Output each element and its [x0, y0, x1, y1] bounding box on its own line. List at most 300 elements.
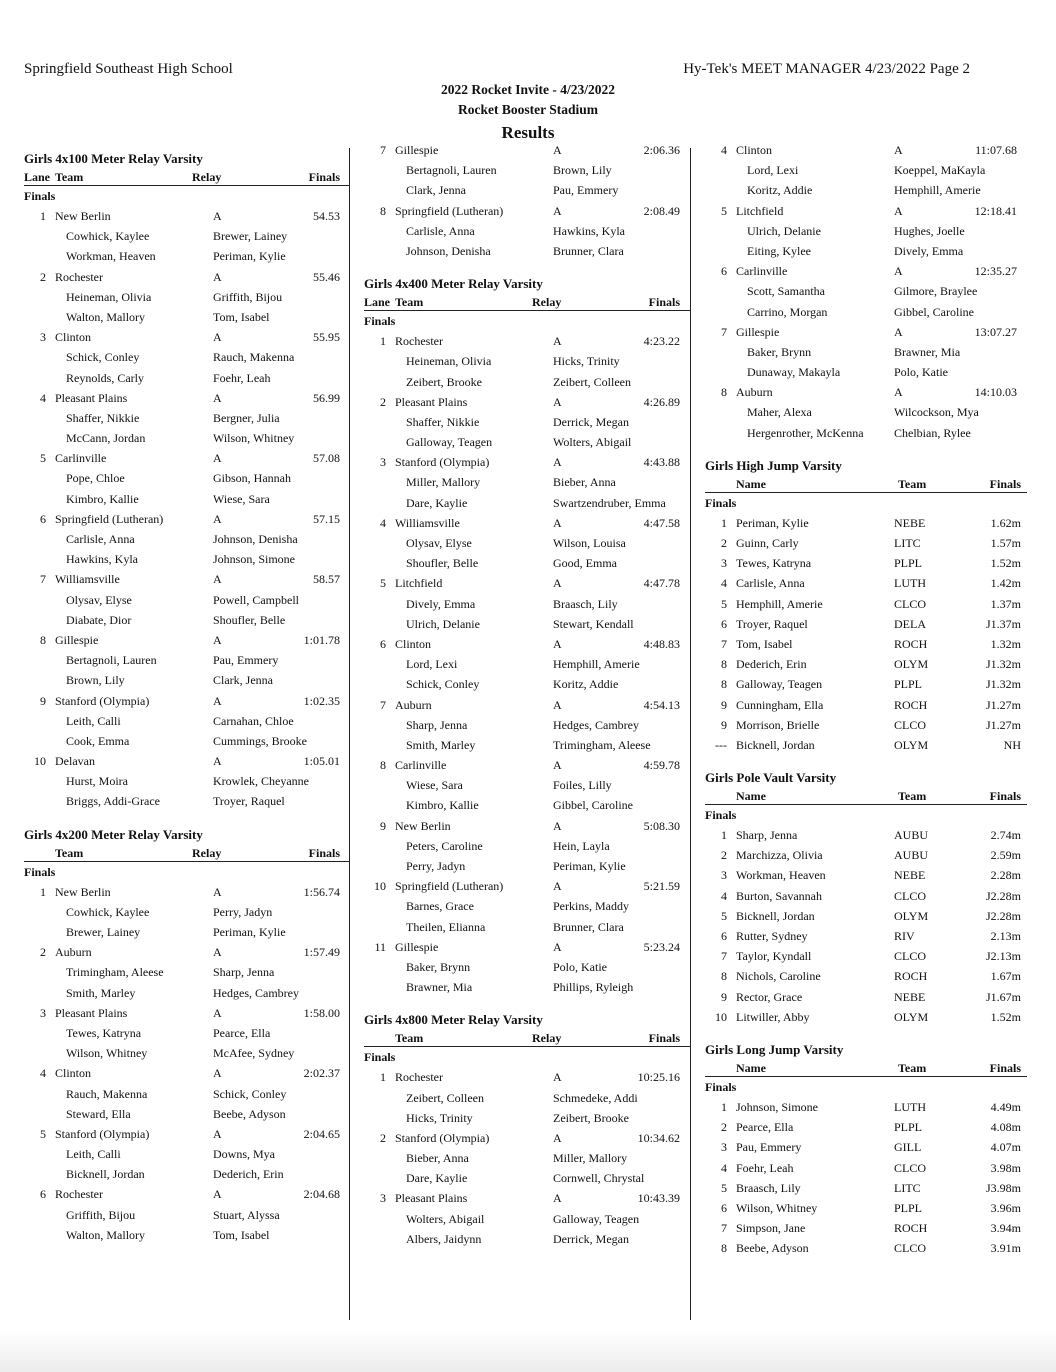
- mark: 3.98m: [990, 1160, 1021, 1175]
- relay-athletes-row: [24, 246, 350, 266]
- mark: 4.08m: [990, 1120, 1021, 1135]
- athlete-name: Bicknell, Jordan: [736, 737, 815, 752]
- relay-athletes-row: [705, 342, 1027, 362]
- relay-row: [24, 882, 350, 902]
- athlete-2: Stuart, Alyssa: [213, 1207, 280, 1222]
- athlete-1: Scott, Samantha: [747, 284, 825, 299]
- athlete-1: Carlisle, Anna: [406, 223, 475, 238]
- header-finals: Finals: [989, 1060, 1021, 1075]
- place: 8: [721, 657, 727, 672]
- place: 8: [721, 385, 727, 400]
- athlete-1: Cowhick, Kaylee: [66, 904, 150, 919]
- relay-row: [364, 755, 690, 775]
- athlete-3: Dunaway, Makayla: [747, 365, 841, 380]
- place: 7: [721, 1221, 727, 1236]
- place: 3: [40, 330, 46, 345]
- place: 10: [374, 879, 386, 894]
- relay-time: 10:25.16: [637, 1070, 680, 1085]
- athlete-2: Brewer, Lainey: [213, 229, 288, 244]
- athlete-1: Zeibert, Colleen: [406, 1090, 484, 1105]
- athlete-2: Pearce, Ella: [213, 1025, 271, 1040]
- relay-team: Rochester: [395, 334, 443, 349]
- athlete-4: Troyer, Raquel: [213, 794, 285, 809]
- column-header: [24, 844, 350, 862]
- relay-athletes-row: [24, 1023, 350, 1043]
- place: 9: [721, 717, 727, 732]
- relay-athletes-row: [364, 160, 690, 180]
- relay-athletes-row: [24, 1084, 350, 1104]
- event-title: Girls 4x400 Meter Relay Varsity: [364, 276, 543, 292]
- athlete-4: Tom, Isabel: [213, 309, 270, 324]
- mark: 1.57m: [990, 536, 1021, 550]
- result-row: [705, 926, 1027, 946]
- relay-athletes-row: [364, 1229, 690, 1249]
- athlete-4: Wiese, Sara: [213, 491, 270, 506]
- team-code: ROCH: [894, 969, 928, 984]
- relay-row: [24, 751, 350, 771]
- athlete-3: Smith, Marley: [66, 985, 136, 1000]
- athlete-name: Pau, Emmery: [736, 1140, 802, 1155]
- relay-athletes-row: [24, 549, 350, 569]
- athlete-3: Kimbro, Kallie: [406, 798, 479, 813]
- athlete-name: Morrison, Brielle: [736, 717, 820, 732]
- athlete-1: Bieber, Anna: [406, 1151, 469, 1166]
- mark: 1.52m: [990, 556, 1021, 571]
- athlete-2: Pau, Emmery: [213, 653, 279, 668]
- athlete-2: Sharp, Jenna: [213, 965, 275, 980]
- relay-team: Pleasant Plains: [395, 1191, 468, 1206]
- relay-time: 1:05.01: [303, 754, 340, 769]
- athlete-name: Rector, Grace: [736, 989, 803, 1004]
- results-column-1: [24, 150, 350, 1245]
- relay-letter: A: [553, 334, 562, 349]
- relay-athletes-row: [364, 614, 690, 634]
- athlete-2: Hawkins, Kyla: [553, 223, 625, 238]
- place: 6: [721, 616, 727, 631]
- athlete-3: Walton, Mallory: [66, 309, 146, 324]
- finals-label: Finals: [24, 189, 56, 203]
- athlete-4: Koritz, Addie: [553, 677, 619, 692]
- relay-athletes-row: [364, 412, 690, 432]
- mark: 1.62m: [990, 515, 1021, 530]
- place: 6: [721, 264, 727, 279]
- athlete-4: Zeibert, Brooke: [553, 1110, 629, 1125]
- athlete-4: Johnson, Simone: [213, 552, 296, 567]
- athlete-4: Wolters, Abigail: [553, 435, 632, 450]
- relay-row: [364, 876, 690, 896]
- athlete-name: Foehr, Leah: [736, 1160, 794, 1175]
- place: 1: [380, 1070, 386, 1085]
- athlete-4: Hedges, Cambrey: [213, 985, 299, 1000]
- relay-team: Stanford (Olympia): [55, 1126, 150, 1141]
- team-code: LITC: [894, 536, 921, 550]
- relay-time: 13:07.27: [974, 324, 1017, 339]
- school-name: Springfield Southeast High School: [24, 61, 233, 77]
- relay-team: Stanford (Olympia): [395, 455, 490, 470]
- athlete-name: Marchizza, Olivia: [736, 848, 823, 863]
- relay-letter: A: [213, 390, 222, 405]
- relay-athletes-row: [24, 226, 350, 246]
- athlete-2: Johnson, Denisha: [213, 532, 298, 546]
- relay-athletes-row: [705, 241, 1027, 261]
- relay-athletes-row: [364, 715, 690, 735]
- place: 3: [40, 1005, 46, 1020]
- place: 8: [721, 969, 727, 984]
- athlete-4: Foehr, Leah: [213, 370, 271, 385]
- athlete-name: Carlisle, Anna: [736, 576, 805, 591]
- relay-team: Auburn: [395, 697, 432, 712]
- finals-label: Finals: [705, 1079, 737, 1094]
- team-code: OLYM: [894, 737, 929, 752]
- relay-time: 56.99: [313, 390, 340, 405]
- relay-athletes-row: [364, 180, 690, 200]
- header-team: Team: [898, 1060, 927, 1075]
- team-code: PLPL: [894, 1120, 923, 1135]
- relay-athletes-row: [364, 553, 690, 573]
- relay-athletes-row: [24, 650, 350, 670]
- athlete-3: Koritz, Addie: [747, 183, 813, 198]
- result-row: [705, 715, 1027, 735]
- athlete-3: Galloway, Teagen: [406, 435, 493, 450]
- relay-row: [24, 267, 350, 287]
- result-row: [705, 1097, 1027, 1117]
- athlete-3: Brawner, Mia: [406, 980, 473, 995]
- relay-letter: A: [894, 385, 903, 400]
- result-row: [705, 865, 1027, 885]
- result-row: [705, 533, 1027, 553]
- relay-team: Auburn: [55, 945, 92, 960]
- relay-row: [364, 201, 690, 221]
- relay-time: 57.15: [313, 511, 340, 526]
- relay-letter: A: [553, 394, 562, 409]
- relay-team: Springfield (Lutheran): [55, 511, 164, 526]
- place: ---: [715, 737, 727, 752]
- relay-time: 57.08: [313, 451, 340, 466]
- event-title: Girls 4x100 Meter Relay Varsity: [24, 151, 203, 166]
- relay-row: [364, 816, 690, 836]
- place: 6: [721, 1200, 727, 1215]
- relay-athletes-row: [24, 1225, 350, 1245]
- athlete-1: Dively, Emma: [406, 596, 476, 611]
- relay-letter: A: [213, 884, 222, 899]
- relay-letter: A: [553, 818, 562, 833]
- relay-team: Pleasant Plains: [395, 394, 468, 409]
- place: 6: [380, 636, 386, 651]
- relay-team: Gillespie: [395, 143, 439, 157]
- athlete-1: Pope, Chloe: [66, 471, 125, 486]
- relay-letter: A: [894, 143, 903, 157]
- team-code: CLCO: [894, 717, 927, 732]
- result-row: [705, 1158, 1027, 1178]
- finals-label: Finals: [705, 808, 737, 823]
- section-spacer: [705, 1027, 1027, 1041]
- athlete-4: Wilson, Whitney: [213, 431, 295, 446]
- relay-letter: A: [894, 324, 903, 339]
- athlete-3: Briggs, Addi-Grace: [66, 794, 160, 809]
- relay-time: 54.53: [313, 209, 340, 223]
- place: 1: [721, 515, 727, 530]
- relay-athletes-row: [364, 896, 690, 916]
- athlete-name: Hemphill, Amerie: [736, 596, 823, 611]
- relay-row: [24, 327, 350, 347]
- athlete-name: Wilson, Whitney: [736, 1200, 818, 1215]
- relay-letter: A: [553, 758, 562, 773]
- place: 4: [380, 515, 386, 530]
- section-spacer: [705, 443, 1027, 457]
- relay-team: Rochester: [55, 269, 103, 284]
- relay-athletes-row: [24, 287, 350, 307]
- place: 8: [380, 758, 386, 773]
- relay-time: 1:58.00: [303, 1005, 340, 1020]
- athlete-2: Krowlek, Cheyanne: [213, 774, 309, 789]
- athlete-3: Theilen, Elianna: [406, 919, 486, 934]
- relay-row: [24, 388, 350, 408]
- result-row: [705, 1218, 1027, 1238]
- team-code: NEBE: [894, 868, 926, 883]
- team-code: ROCH: [894, 636, 928, 651]
- relay-athletes-row: [24, 1043, 350, 1063]
- athlete-name: Nichols, Caroline: [736, 969, 821, 984]
- relay-athletes-row: [705, 302, 1027, 322]
- relay-athletes-row: [705, 281, 1027, 301]
- header-finals: Finals: [989, 789, 1021, 804]
- place: 1: [721, 1099, 727, 1114]
- relay-athletes-row: [24, 731, 350, 751]
- athlete-name: Workman, Heaven: [736, 868, 826, 883]
- place: 7: [40, 572, 46, 587]
- athlete-4: Derrick, Megan: [553, 1231, 629, 1246]
- relay-athletes-row: [364, 977, 690, 997]
- athlete-2: Gibson, Hannah: [213, 471, 291, 486]
- relay-row: [24, 1063, 350, 1083]
- relay-row: [705, 382, 1027, 402]
- athlete-3: Steward, Ella: [66, 1106, 131, 1121]
- athlete-4: Pau, Emmery: [553, 183, 619, 198]
- place: 11: [374, 939, 386, 954]
- athlete-2: Schick, Conley: [213, 1086, 287, 1101]
- relay-time: 10:43.39: [637, 1191, 680, 1206]
- team-code: OLYM: [894, 657, 929, 672]
- relay-team: Rochester: [55, 1187, 103, 1202]
- relay-letter: A: [553, 1070, 562, 1085]
- athlete-2: Hicks, Trinity: [553, 354, 620, 369]
- relay-athletes-row: [24, 670, 350, 690]
- relay-athletes-row: [24, 771, 350, 791]
- relay-row: [364, 634, 690, 654]
- event-title: Girls Pole Vault Varsity: [705, 770, 837, 786]
- relay-athletes-row: [364, 735, 690, 755]
- relay-team: Gillespie: [395, 939, 439, 954]
- relay-athletes-row: [364, 674, 690, 694]
- mark: 1.67m: [990, 969, 1021, 984]
- athlete-2: Hughes, Joelle: [894, 223, 965, 238]
- athlete-1: Griffith, Bijou: [66, 1207, 136, 1222]
- relay-athletes-row: [24, 468, 350, 488]
- athlete-2: Gilmore, Braylee: [894, 284, 978, 299]
- header-finals: Finals: [308, 170, 340, 184]
- relay-athletes-row: [705, 362, 1027, 382]
- athlete-3: Brown, Lily: [66, 673, 125, 688]
- section-spacer: [364, 261, 690, 275]
- relay-athletes-row: [364, 1148, 690, 1168]
- relay-athletes-row: [24, 1104, 350, 1124]
- athlete-3: Carrino, Morgan: [747, 304, 828, 319]
- relay-letter: A: [553, 1130, 562, 1145]
- athlete-3: Bicknell, Jordan: [66, 1167, 145, 1182]
- athlete-3: Smith, Marley: [406, 737, 476, 752]
- team-code: RIV: [894, 929, 915, 943]
- place: 1: [40, 884, 46, 899]
- place: 5: [40, 1126, 46, 1141]
- athlete-2: Powell, Campbell: [213, 592, 299, 607]
- result-row: [705, 1007, 1027, 1027]
- relay-letter: A: [213, 1126, 222, 1141]
- relay-athletes-row: [24, 902, 350, 922]
- mark: J2.28m: [985, 908, 1021, 923]
- relay-team: Springfield (Lutheran): [395, 203, 504, 218]
- athlete-4: Gibbel, Caroline: [553, 798, 633, 813]
- relay-row: [364, 573, 690, 593]
- relay-row: [24, 1124, 350, 1144]
- athlete-4: Cornwell, Chrystal: [553, 1171, 645, 1186]
- relay-time: 2:02.37: [303, 1066, 340, 1081]
- relay-letter: A: [553, 203, 562, 218]
- athlete-3: Ulrich, Delanie: [406, 616, 480, 631]
- relay-team: Litchfield: [736, 203, 784, 218]
- relay-row: [364, 1067, 690, 1087]
- athlete-4: Phillips, Ryleigh: [553, 980, 634, 995]
- mark: J1.27m: [985, 697, 1021, 712]
- athlete-3: Walton, Mallory: [66, 1227, 146, 1242]
- result-row: [705, 1238, 1027, 1258]
- athlete-4: Shoufler, Belle: [213, 612, 286, 627]
- header-team: Team: [395, 295, 424, 310]
- athlete-name: Tewes, Katryna: [736, 556, 812, 571]
- athlete-3: Dare, Kaylie: [406, 1171, 468, 1186]
- relay-athletes-row: [364, 372, 690, 392]
- result-row: [705, 946, 1027, 966]
- place: 6: [40, 511, 46, 526]
- relay-row: [24, 206, 350, 226]
- place: 7: [721, 636, 727, 651]
- athlete-2: Wilcockson, Mya: [894, 405, 979, 420]
- relay-team: Delavan: [55, 754, 95, 769]
- athlete-3: Cook, Emma: [66, 733, 130, 748]
- place: 1: [40, 209, 46, 223]
- relay-athletes-row: [364, 1108, 690, 1128]
- athlete-name: Beebe, Adyson: [736, 1241, 809, 1256]
- relay-time: 4:47.78: [643, 576, 680, 591]
- place: 9: [40, 693, 46, 708]
- athlete-2: Carnahan, Chloe: [213, 713, 294, 728]
- relay-time: 11:07.68: [975, 143, 1017, 157]
- relay-athletes-row: [364, 241, 690, 261]
- header-team: Team: [898, 789, 927, 804]
- relay-athletes-row: [364, 594, 690, 614]
- relay-team: Litchfield: [395, 576, 443, 591]
- athlete-3: Workman, Heaven: [66, 249, 156, 264]
- athlete-4: Stewart, Kendall: [553, 616, 634, 631]
- results-title: Results: [501, 123, 555, 142]
- column-header: [705, 475, 1027, 493]
- relay-letter: A: [553, 879, 562, 894]
- relay-time: 5:08.30: [643, 818, 680, 833]
- team-code: OLYM: [894, 908, 929, 923]
- finals-label: Finals: [364, 314, 396, 329]
- athlete-name: Pearce, Ella: [736, 1120, 794, 1135]
- relay-row: [24, 630, 350, 650]
- result-row: [705, 553, 1027, 573]
- athlete-2: Hemphill, Amerie: [553, 657, 640, 672]
- team-code: CLCO: [894, 949, 927, 964]
- athlete-name: Dederich, Erin: [736, 657, 807, 672]
- athlete-2: Rauch, Makenna: [213, 350, 295, 365]
- athlete-1: Lord, Lexi: [406, 657, 458, 672]
- result-row: [705, 825, 1027, 845]
- place: 4: [721, 576, 727, 591]
- place: 4: [40, 390, 46, 405]
- mark: 2.59m: [990, 848, 1021, 863]
- athlete-3: Hergenrother, McKenna: [747, 425, 864, 440]
- athlete-3: McCann, Jordan: [66, 431, 146, 446]
- mark: 4.49m: [990, 1099, 1021, 1114]
- athlete-2: Schmedeke, Addi: [553, 1090, 638, 1105]
- athlete-name: Sharp, Jenna: [736, 828, 798, 843]
- athlete-1: Leith, Calli: [66, 713, 121, 728]
- place: 4: [40, 1066, 46, 1081]
- result-row: [705, 906, 1027, 926]
- relay-letter: A: [213, 330, 222, 345]
- relay-row: [705, 322, 1027, 342]
- athlete-1: Heineman, Olivia: [406, 354, 492, 369]
- relay-letter: A: [894, 203, 903, 218]
- relay-team: Springfield (Lutheran): [395, 879, 504, 894]
- finals-label: Finals: [705, 495, 737, 510]
- athlete-3: Wilson, Whitney: [66, 1046, 148, 1061]
- place: 8: [721, 677, 727, 692]
- athlete-3: Dare, Kaylie: [406, 495, 468, 510]
- athlete-name: Bicknell, Jordan: [736, 908, 815, 923]
- relay-team: Williamsville: [395, 515, 460, 530]
- athlete-1: Baker, Brynn: [406, 959, 471, 974]
- relay-time: 10:34.62: [637, 1130, 680, 1145]
- relay-athletes-row: [24, 368, 350, 388]
- relay-row: [364, 1188, 690, 1208]
- relay-row: [364, 452, 690, 472]
- athlete-name: Periman, Kylie: [736, 515, 809, 530]
- relay-time: 1:57.49: [303, 945, 340, 960]
- athlete-2: Hedges, Cambrey: [553, 717, 639, 732]
- athlete-name: Braasch, Lily: [736, 1180, 801, 1195]
- relay-team: Gillespie: [736, 324, 780, 339]
- relay-athletes-row: [24, 791, 350, 811]
- athlete-1: Ulrich, Delanie: [747, 223, 821, 238]
- section-spacer: [364, 997, 690, 1011]
- athlete-1: Heineman, Olivia: [66, 289, 152, 304]
- mark: J1.67m: [985, 989, 1021, 1004]
- athlete-1: Carlisle, Anna: [66, 532, 135, 546]
- team-code: PLPL: [894, 556, 923, 571]
- relay-athletes-row: [24, 711, 350, 731]
- athlete-1: Shaffer, Nikkie: [66, 410, 140, 425]
- place: 2: [721, 536, 727, 550]
- athlete-2: Brown, Lily: [553, 163, 612, 178]
- athlete-2: Foiles, Lilly: [553, 778, 612, 793]
- athlete-1: Peters, Caroline: [406, 838, 483, 853]
- meet-title: 2022 Rocket Invite - 4/23/2022: [441, 82, 615, 97]
- relay-athletes-row: [24, 983, 350, 1003]
- relay-row: [24, 569, 350, 589]
